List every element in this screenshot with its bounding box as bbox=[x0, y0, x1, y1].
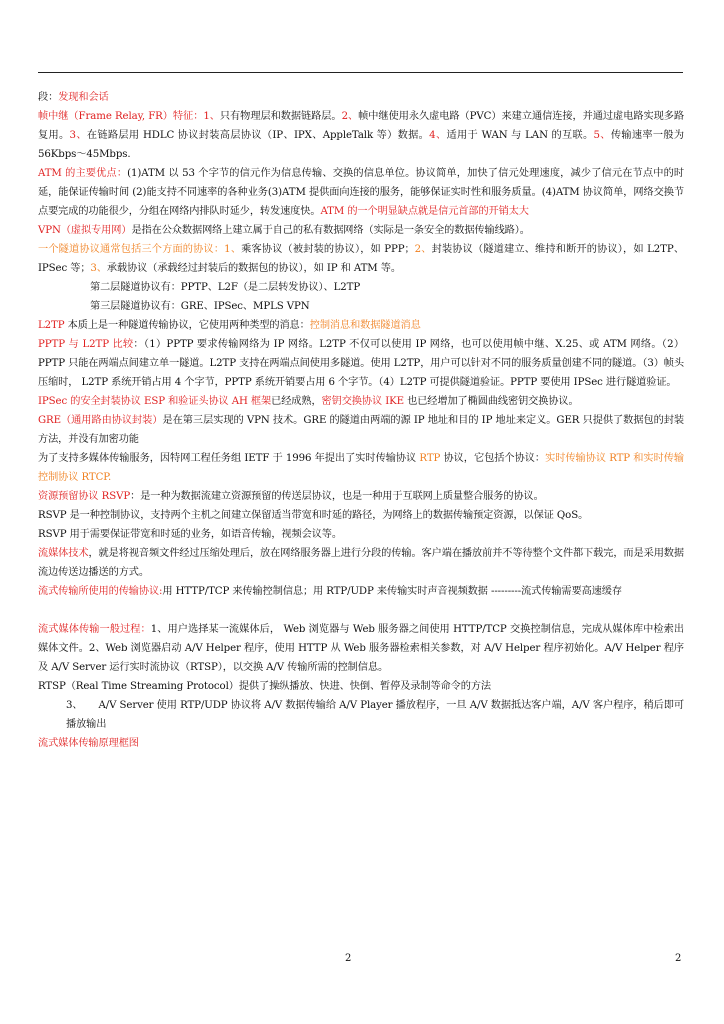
paragraph-pptp-vs-l2tp: PPTP 与 L2TP 比较：（1）PPTP 要求传输网络为 IP 网络。L2TP 不仅可以使用 IP 网络，也可以使用帧中继、X.25、或 ATM 网络。（2）PPTP 只能在两端点间建立单一隧道。L2TP 支持在两端点间使用多隧道。使用 L2TP，用户可以针对不同的服务质量创建不同的隧道。（3）帧头压缩时， L2TP 系统开销占用 4 个字节，PPTP 系统开销要占用 6 个字节。（4）L2TP 可提供隧道验证。PPTP 要使用 IPSec 进行隧道验证。 bbox=[38, 339, 684, 388]
paragraph-rtp: 为了支持多媒体传输服务，因特网工程任务组 IETF 于 1996 年提出了实时传输协议 RTP 协议，它包括个协议：实时传输协议 RTP 和实时传输控制协议 RTCP. bbox=[38, 453, 684, 483]
paragraph-rsvp: 资源预留协议 RSVP：是一种为数据流建立资源预留的传送层协议，也是一种用于互联网上质量整合服务的协议。 bbox=[38, 491, 544, 502]
paragraph-layer2-tunnels: 第二层隧道协议有：PPTP、L2F（是二层转发协议）、L2TP bbox=[90, 282, 361, 293]
paragraph-atm: ATM 的主要优点：(1)ATM 以 53 个字节的信元作为信息传输、交换的信息单位。协议简单，加快了信元处理速度，减少了信元在节点中的时延，能保证传输时间 (2)能支持不同速率的各种业务(3)ATM 提供面向连接的服务，能够保证实时性和服务质量。(4)ATM 协议简单，网络交换节点要完成的功能很少，分组在网络内排队时延少，转发速度快。ATM 的一个明显缺点就是信元首部的开销太大 bbox=[38, 168, 684, 217]
paragraph-gre: GRE（通用路由协议封装）是在第三层实现的 VPN 技术。GRE 的隧道由两端的源 IP 地址和目的 IP 地址来定义。GER 只提供了数据包的封装方法，并没有加密功能 bbox=[38, 415, 684, 445]
paragraph-layer3-tunnels: 第三层隧道协议有：GRE、IPSec、MPLS VPN bbox=[90, 301, 310, 312]
page-number-right: 2 bbox=[675, 953, 682, 964]
paragraph-l2tp: L2TP 本质上是一种隧道传输协议，它使用两种类型的消息：控制消息和数据隧道消息 bbox=[38, 320, 421, 331]
paragraph-rsvp-control: RSVP 是一种控制协议，支持两个主机之间建立保留适当带宽和时延的路径，为网络上的数据传输预定资源，以保证 QoS。 bbox=[38, 510, 589, 521]
paragraph-frame-relay: 帧中继（Frame Relay, FR）特征：1、只有物理层和数据链路层。2、帧中继使用永久虚电路（PVC）来建立通信连接，并通过虚电路实现多路复用。3、在链路层用 HDLC 协议封装高层协议（IP、IPX、AppleTalk 等）数据。4、适用于 WAN 与 LAN 的互联。5、传输速率一般为 56Kbps～45Mbps. bbox=[38, 111, 684, 160]
paragraph-session-layer: 段：发现和会话 bbox=[38, 92, 109, 103]
paragraph-diagram-caption: 流式媒体传输原理框图 bbox=[38, 738, 139, 749]
paragraph-ipsec: IPSec 的安全封装协议 ESP 和验证头协议 AH 框架已经成熟，密钥交换协议 IKE 也已经增加了椭圆曲线密钥交换协议。 bbox=[38, 396, 579, 407]
paragraph-streaming-media: 流媒体技术，就是将视音频文件经过压缩处理后，放在网络服务器上进行分段的传输。客户端在播放前并不等待整个文件都下载完，而是采用数据流边传送边播送的方式。 bbox=[38, 548, 684, 578]
paragraph-vpn: VPN（虚拟专用网）是指在公众数据网络上建立属于自己的私有数据网络（实际是一条安全的数据传输线路）。 bbox=[38, 225, 530, 236]
page-content bbox=[38, 88, 684, 753]
header-rule bbox=[38, 72, 683, 73]
page-number-center: 2 bbox=[345, 953, 352, 964]
spacer bbox=[38, 601, 684, 620]
paragraph-rsvp-usage: RSVP 用于需要保证带宽和时延的业务，如语音传输，视频会议等。 bbox=[38, 529, 342, 540]
paragraph-step-3: 3、 A/V Server 使用 RTP/UDP 协议将 A/V 数据传输给 A/V Player 播放程序，一旦 A/V 数据抵达客户端，A/V 客户程序，稍后即可播放输出 bbox=[66, 700, 684, 730]
paragraph-tunnel-protocols: 一个隧道协议通常包括三个方面的协议：1、乘客协议（被封装的协议），如 PPP；2、封装协议（隧道建立、维持和断开的协议），如 L2TP、IPSec 等；3、承载协议（承载经过封装后的数据包的协议），如 IP 和 ATM 等。 bbox=[38, 244, 684, 274]
paragraph-streaming-protocols: 流式传输所使用的传输协议:用 HTTP/TCP 来传输控制信息；用 RTP/UDP 来传输实时声音视频数据 ---------流式传输需要高速缓存 bbox=[38, 586, 622, 597]
paragraph-streaming-process: 流式媒体传输一般过程：1、用户选择某一流媒体后， Web 浏览器与 Web 服务器之间使用 HTTP/TCP 交换控制信息，完成从媒体库中检索出媒体文件。2、Web 浏览器启动 A/V Helper 程序，使用 HTTP 从 Web 服务器检索相关参数，对 A/V Helper 程序初始化。A/V Helper 程序及 A/V Server 运行实时流协议（RTSP），以交换 A/V 传输所需的控制信息。 bbox=[38, 624, 684, 673]
paragraph-rtsp: RTSP（Real Time Streaming Protocol）提供了操纵播放、快进、快倒、暂停及录制等命令的方法 bbox=[38, 681, 491, 692]
